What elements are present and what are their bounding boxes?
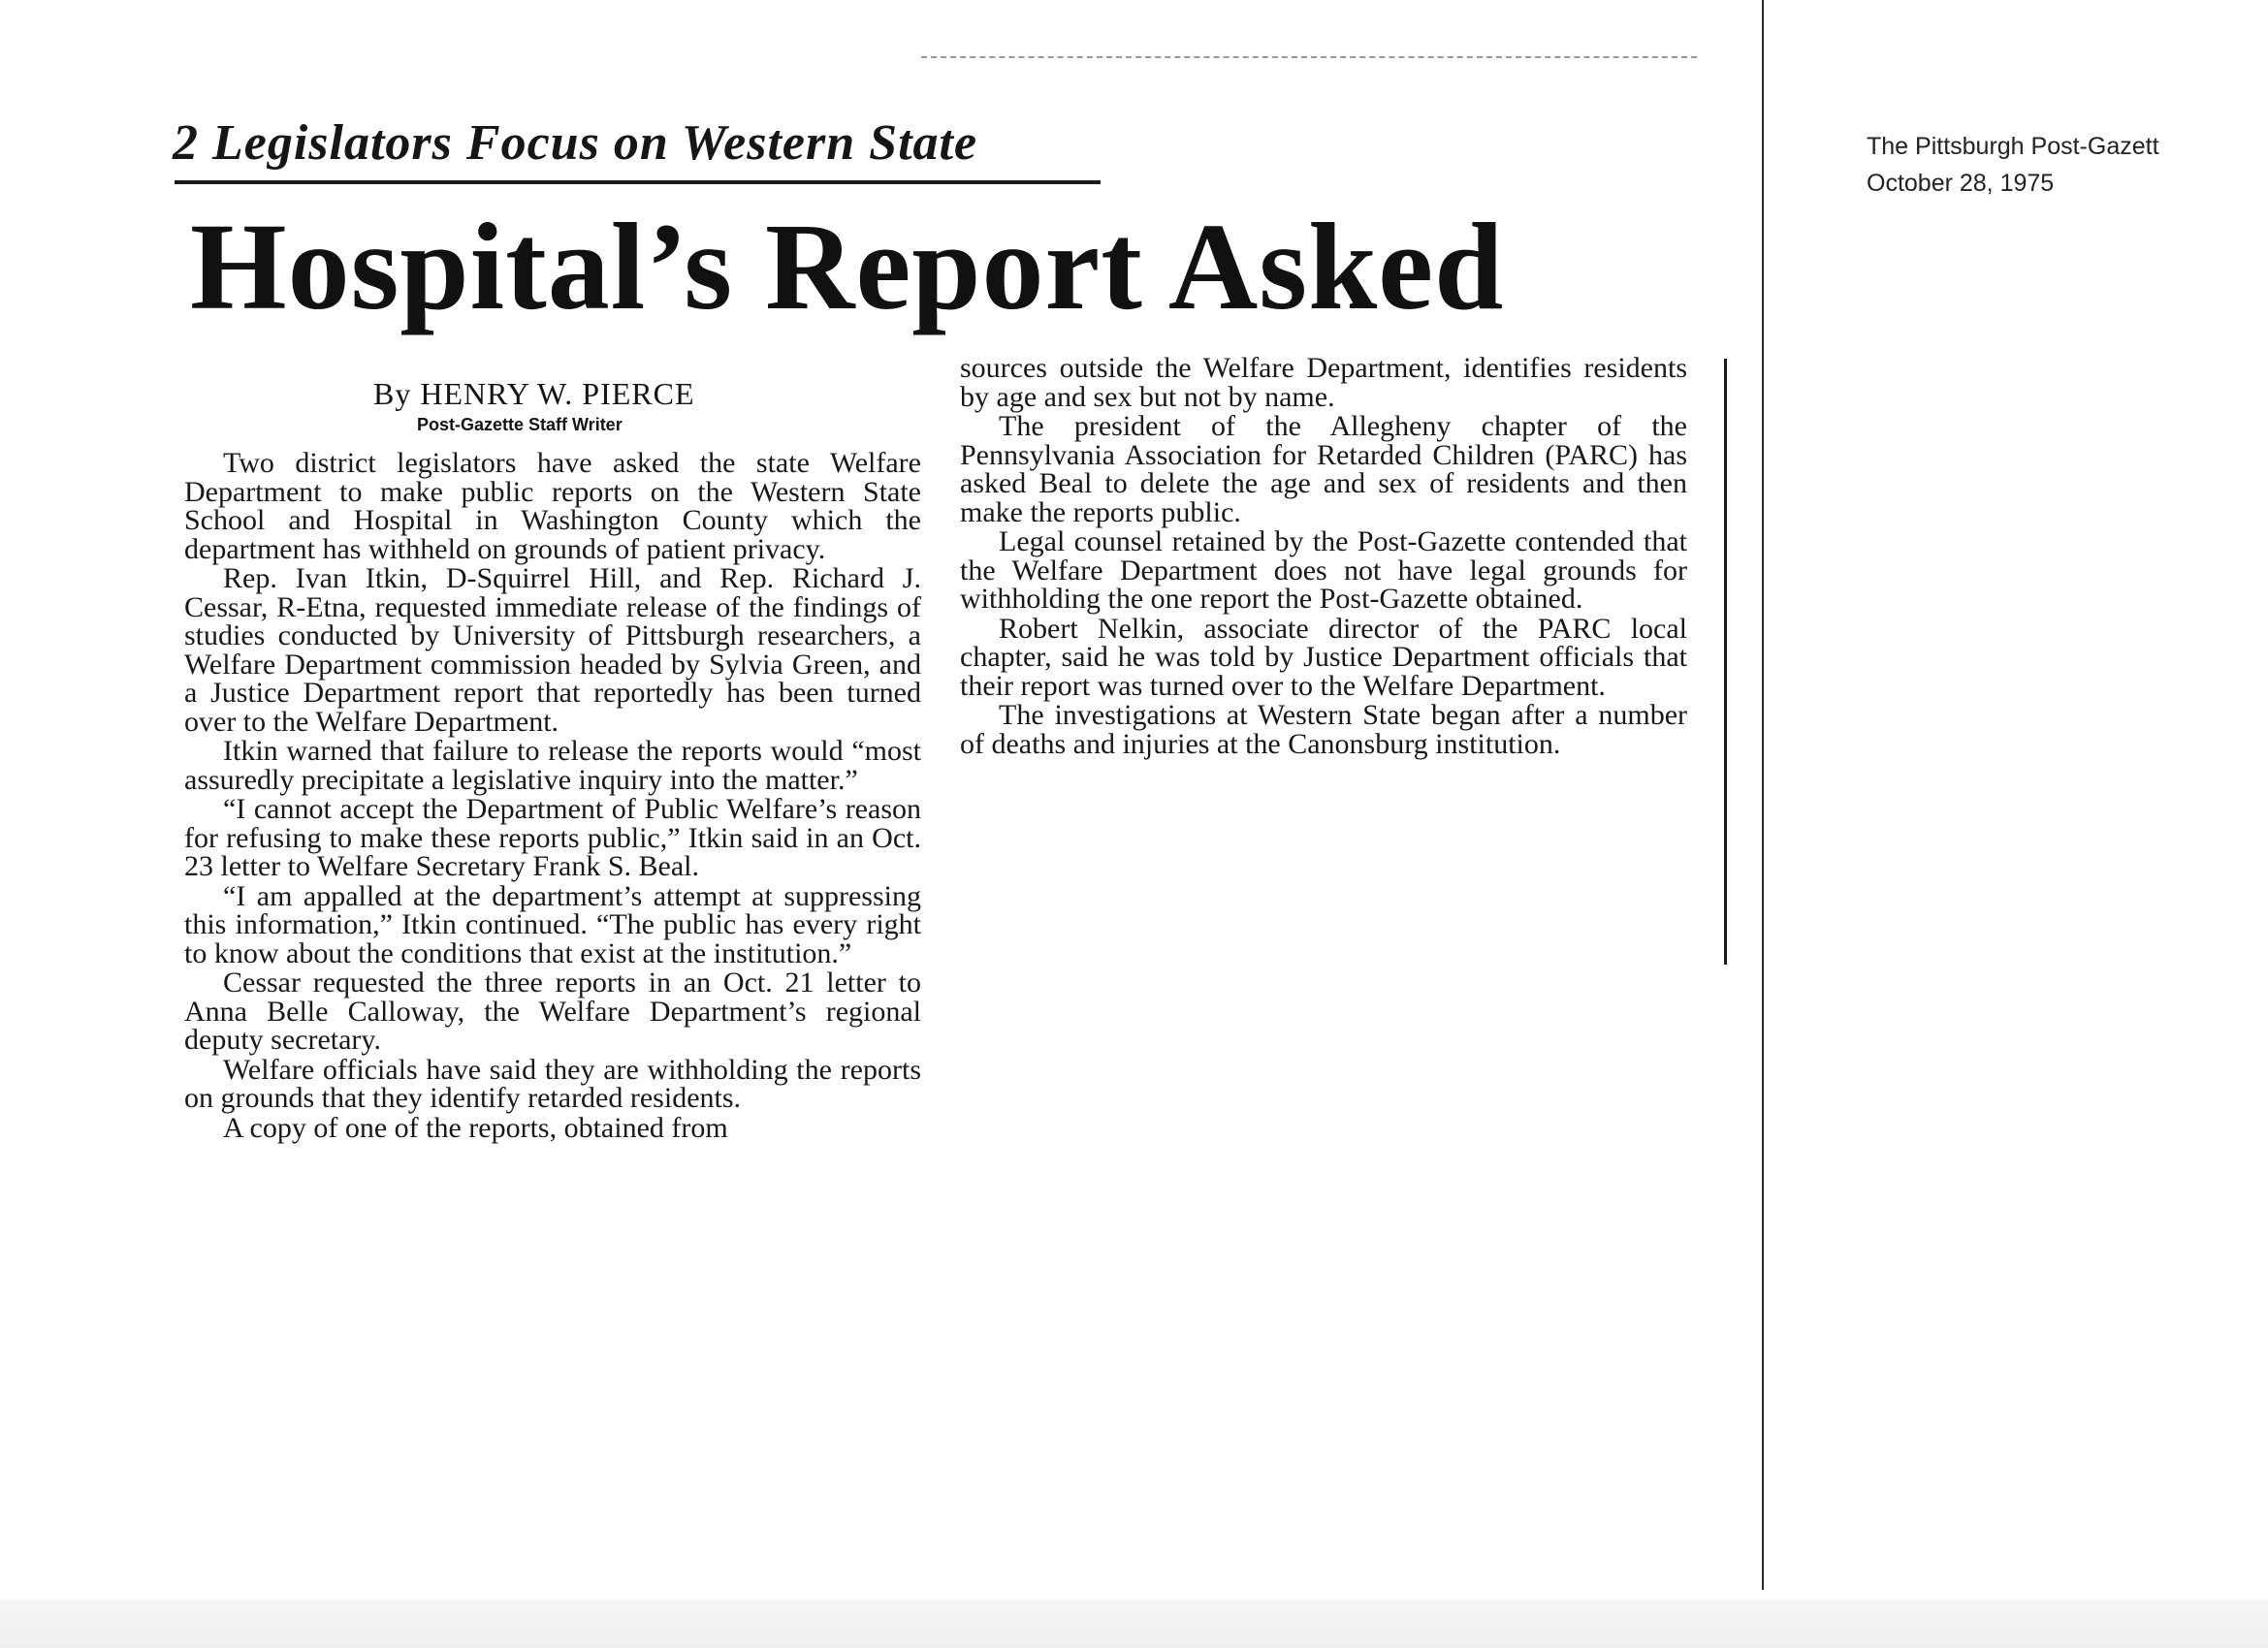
paragraph: Two district legislators have asked the state Welfare Department to make public reports on the Western State School and Hospital in Washington County which the department has withheld on grounds of patient privacy. (184, 447, 921, 565)
caption-date: October 28, 1975 (1867, 170, 2055, 197)
paragraph: Cessar requested the three reports in an Oct. 21 letter to Anna Belle Calloway, the Welfare Department’s regional deputy secretary. (184, 967, 921, 1056)
byline-role: Post-Gazette Staff Writer (417, 415, 623, 434)
caption-publication: The Pittsburgh Post-Gazett (1867, 133, 2159, 160)
paragraph: A copy of one of the reports, obtained from (223, 1111, 728, 1144)
paragraph: “I cannot accept the Department of Public Welfare’s reason for refusing to make these reports public,” Itkin said in an Oct. 23 letter to Welfare Secretary Frank S. Beal. (184, 793, 921, 882)
paragraph: Itkin warned that failure to release the reports would “most assuredly precipitate a legislative inquiry into the matter.” (184, 735, 921, 796)
source-caption (1867, 128, 2159, 202)
column-edge-rule (1724, 359, 1727, 965)
paragraph: Welfare officials have said they are withholding the reports on grounds that they identify retarded residents. (184, 1053, 921, 1114)
paragraph: The investigations at Western State began after a number of deaths and injuries at the Canonsburg institution. (960, 699, 1687, 760)
kicker-underline (175, 180, 1101, 184)
paragraph: Legal counsel retained by the Post-Gazette contended that the Welfare Department does not have legal grounds for withholding the one report the Post-Gazette obtained. (960, 525, 1687, 615)
byline: By HENRY W. PIERCE (373, 376, 695, 411)
main-headline: Hospital’s Report Asked (190, 198, 1505, 335)
paragraph-continuation: sources outside the Welfare Department, identifies residents by age and sex but not by name. (960, 352, 1687, 413)
paragraph: “I am appalled at the department’s attempt at suppressing this information,” Itkin continued. “The public has every right to know about the conditions that exist at the institution.” (184, 879, 921, 969)
scan-bottom-edge (0, 1600, 2268, 1648)
kicker-headline: 2 Legislators Focus on Western State (173, 115, 978, 171)
scan-artifact-line (921, 56, 1697, 58)
paragraph: Rep. Ivan Itkin, D-Squirrel Hill, and Rep. Richard J. Cessar, R-Etna, requested immediate release of the findings of studies conducted by University of Pittsburgh researchers, a Welfare Department commission headed by Sylvia Green, and a Justice Department report that reportedly has been turned over to the Welfare Department. (184, 562, 921, 738)
clipping-edge (1762, 0, 1764, 1590)
article-column-left (184, 449, 921, 1143)
paragraph: Robert Nelkin, associate director of the PARC local chapter, said he was told by Justice Department officials that their report was turned over to the Welfare Department. (960, 612, 1687, 702)
article-column-right (960, 354, 1687, 759)
paragraph: The president of the Allegheny chapter of the Pennsylvania Association for Retarded Children (PARC) has asked Beal to delete the age and sex of residents and then make the reports public. (960, 410, 1687, 528)
